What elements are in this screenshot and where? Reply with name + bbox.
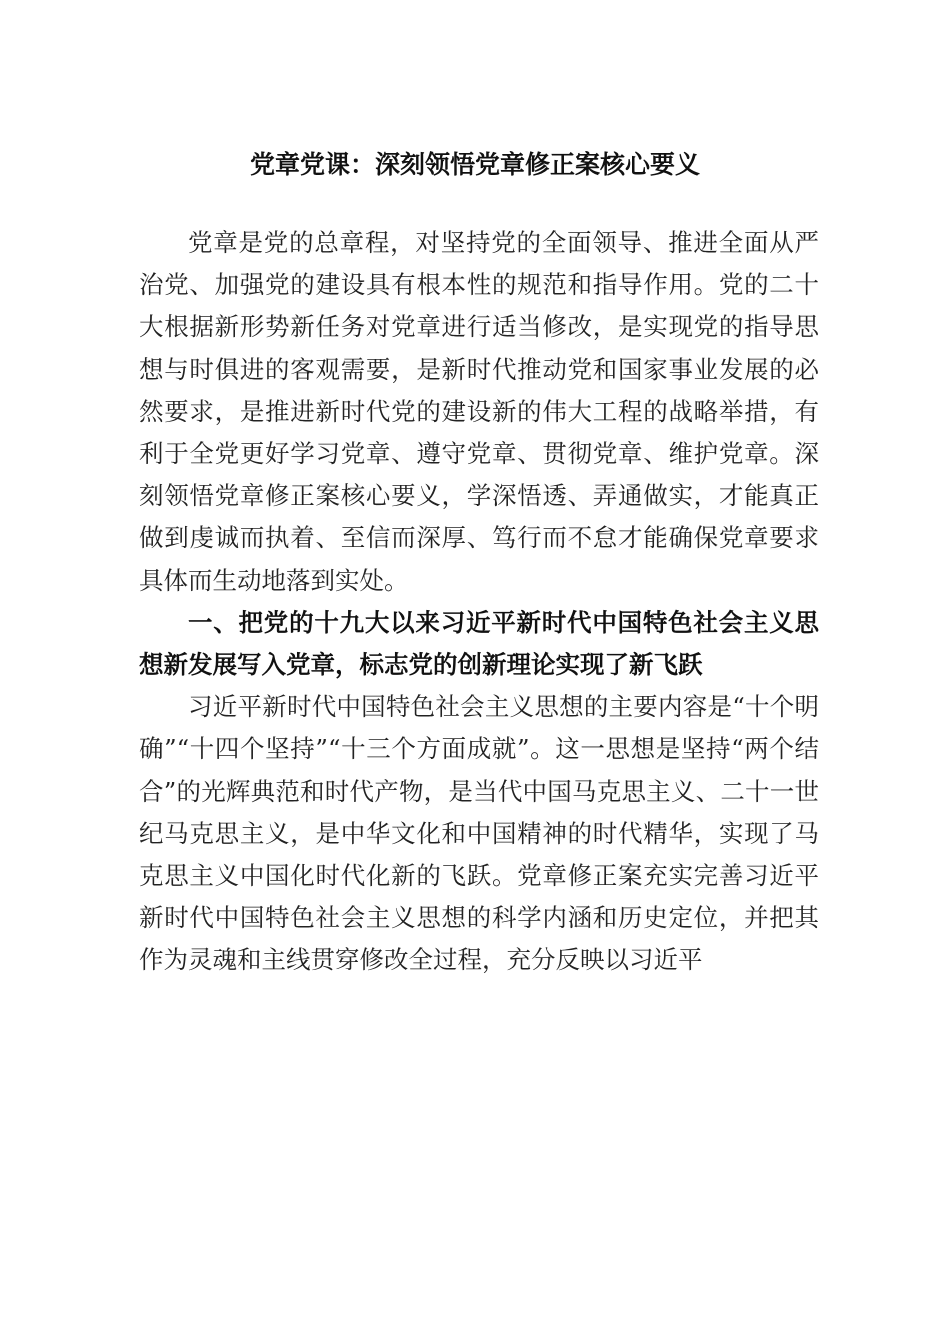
document-body [139, 222, 819, 982]
section-1-paragraph: 习近平新时代中国特色社会主义思想的主要内容是“十个明确”“十四个坚持”“十三个方面成就”。这一思想是坚持“两个结合”的光辉典范和时代产物，是当代中国马克思主义、二十一世纪马克思主义，是中华文化和中国精神的时代精华，实现了马克思主义中国化时代化新的飞跃。党章修正案充实完善习近平新时代中国特色社会主义思想的科学内涵和历史定位，并把其作为灵魂和主线贯穿修改全过程，充分反映以习近平 [139, 692, 819, 975]
document-title: 党章党课：深刻领悟党章修正案核心要义 [249, 150, 700, 179]
intro-paragraph: 党章是党的总章程，对坚持党的全面领导、推进全面从严治党、加强党的建设具有根本性的规范和指导作用。党的二十大根据新形势新任务对党章进行适当修改，是实现党的指导思想与时俱进的客观需要，是新时代推动党和国家事业发展的必然要求，是推进新时代党的建设新的伟大工程的战略举措，有利于全党更好学习党章、遵守党章、贯彻党章、维护党章。深刻领悟党章修正案核心要义，学深悟透、弄通做实，才能真正做到虔诚而执着、至信而深厚、笃行而不怠才能确保党章要求具体而生动地落到实处。 [139, 228, 819, 595]
section-1-heading: 一、把党的十九大以来习近平新时代中国特色社会主义思想新发展写入党章，标志党的创新理论实现了新飞跃 [139, 607, 819, 680]
